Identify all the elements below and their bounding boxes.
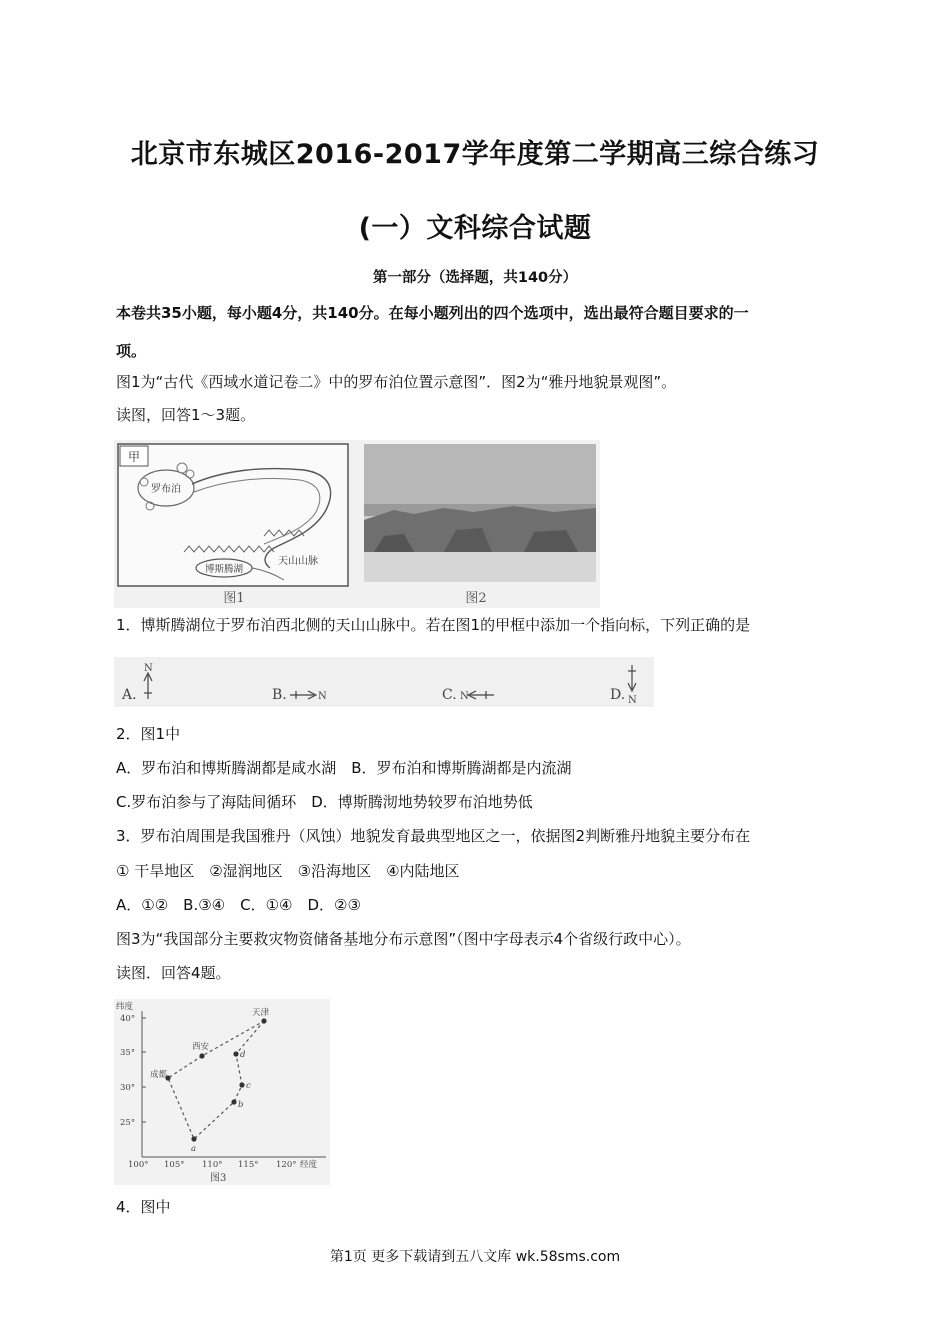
q1-option-c-label: C. — [442, 687, 457, 703]
fig3-point-a: a — [191, 1144, 197, 1154]
fig2-caption: 图2 — [465, 591, 487, 606]
fig1-mountain-label: 天山山脉 — [278, 556, 318, 567]
fig1-corner-label: 甲 — [127, 450, 141, 464]
fig3-city-xian: 西安 — [192, 1042, 210, 1052]
document-title-line-1: 北京市东城区2016-2017学年度第二学期高三综合练习 — [130, 139, 820, 170]
figure-1-map — [118, 444, 348, 586]
figure-2-photo — [364, 444, 596, 582]
fig3-x-tick-110: 110° — [202, 1160, 223, 1170]
fig1-lake-bosten: 博斯腾湖 — [204, 564, 244, 575]
fig3-y-tick-40: 40° — [120, 1014, 136, 1024]
fig3-city-tianjin: 天津 — [252, 1008, 270, 1018]
fig1-caption: 图1 — [223, 591, 245, 606]
q1-option-a-label: A. — [122, 687, 137, 703]
figure-3 — [114, 999, 330, 1185]
fig3-point-c: c — [246, 1081, 251, 1091]
instructions-line-2: 项。 — [116, 342, 147, 360]
question-4: 4．图中 — [116, 1198, 171, 1216]
fig1-lake-lop: 罗布泊 — [151, 484, 181, 495]
fig3-x-tick-100: 100° — [128, 1160, 149, 1170]
fig3-x-axis-label: 经度 — [300, 1160, 318, 1170]
question-3-items: ① 干旱地区 ②湿润地区 ③沿海地区 ④内陆地区 — [116, 862, 460, 880]
q1-option-b-north: N — [318, 691, 327, 702]
fig3-caption: 图3 — [210, 1173, 227, 1184]
fig3-point-d: d — [240, 1050, 246, 1060]
question-2: 2．图1中 — [116, 725, 181, 743]
instructions-line-1: 本卷共35小题，每小题4分，共140分。在每小题列出的四个选项中，选出最符合题目要求的一 — [116, 304, 749, 322]
question-2-options-cd: C.罗布泊参与了海陆间循环 D．博斯腾沏地势较罗布泊地势低 — [116, 793, 533, 811]
q1-options-figure — [114, 657, 654, 707]
document-title-line-2: (一）文科综合试题 — [358, 213, 592, 244]
fig3-y-tick-30: 30° — [120, 1083, 136, 1093]
fig3-x-tick-115: 115° — [238, 1160, 259, 1170]
question-1: 1．博斯腾湖位于罗布泊西北侧的天山山脉中。若在图1的甲框中添加一个指向标，下列正确的是 — [116, 616, 751, 634]
question-3-options: A．①② B.③④ C．①④ D．②③ — [116, 896, 361, 914]
q1-option-b-label: B. — [272, 687, 287, 703]
fig3-y-tick-25: 25° — [120, 1118, 136, 1128]
figure-1-and-2 — [114, 440, 600, 608]
fig3-point-b: b — [238, 1100, 244, 1110]
read-instruction-q4: 读图．回答4题。 — [116, 964, 231, 982]
fig3-x-tick-120: 120° — [276, 1160, 297, 1170]
fig3-y-axis-label: 纬度 — [116, 1002, 134, 1012]
question-3: 3．罗布泊周围是我国雅丹（风蚀）地貌发育最典型地区之一，依据图2判断雅丹地貌主要分布在 — [116, 827, 751, 845]
intro-fig1-fig2: 图1为“古代《西域水道记卷二》中的罗布泊位置示意图”．图2为“雅丹地貌景观图”。 — [116, 373, 677, 391]
read-instruction-q1-3: 读图，回答1～3题。 — [116, 406, 256, 424]
question-2-options-ab: A．罗布泊和博斯腾湖都是咸水湖 B．罗布泊和博斯腾湖都是内流湖 — [116, 759, 572, 777]
part-heading: 第一部分（选择题，共140分） — [372, 270, 578, 286]
q1-option-c-north: N — [460, 691, 469, 702]
fig3-city-chengdu: 成都 — [150, 1070, 168, 1080]
q1-option-d-north: N — [628, 695, 637, 706]
fig3-y-tick-35: 35° — [120, 1048, 136, 1058]
q1-option-d-label: D. — [610, 687, 626, 703]
q1-option-a-north: N — [144, 663, 153, 674]
page-footer: 第1页 更多下载请到五八文库 wk.58sms.com — [329, 1249, 621, 1265]
fig3-x-tick-105: 105° — [164, 1160, 185, 1170]
intro-fig3: 图3为“我国部分主要救灾物资储备基地分布示意图”（图中字母表示4个省级行政中心）。 — [116, 930, 691, 948]
